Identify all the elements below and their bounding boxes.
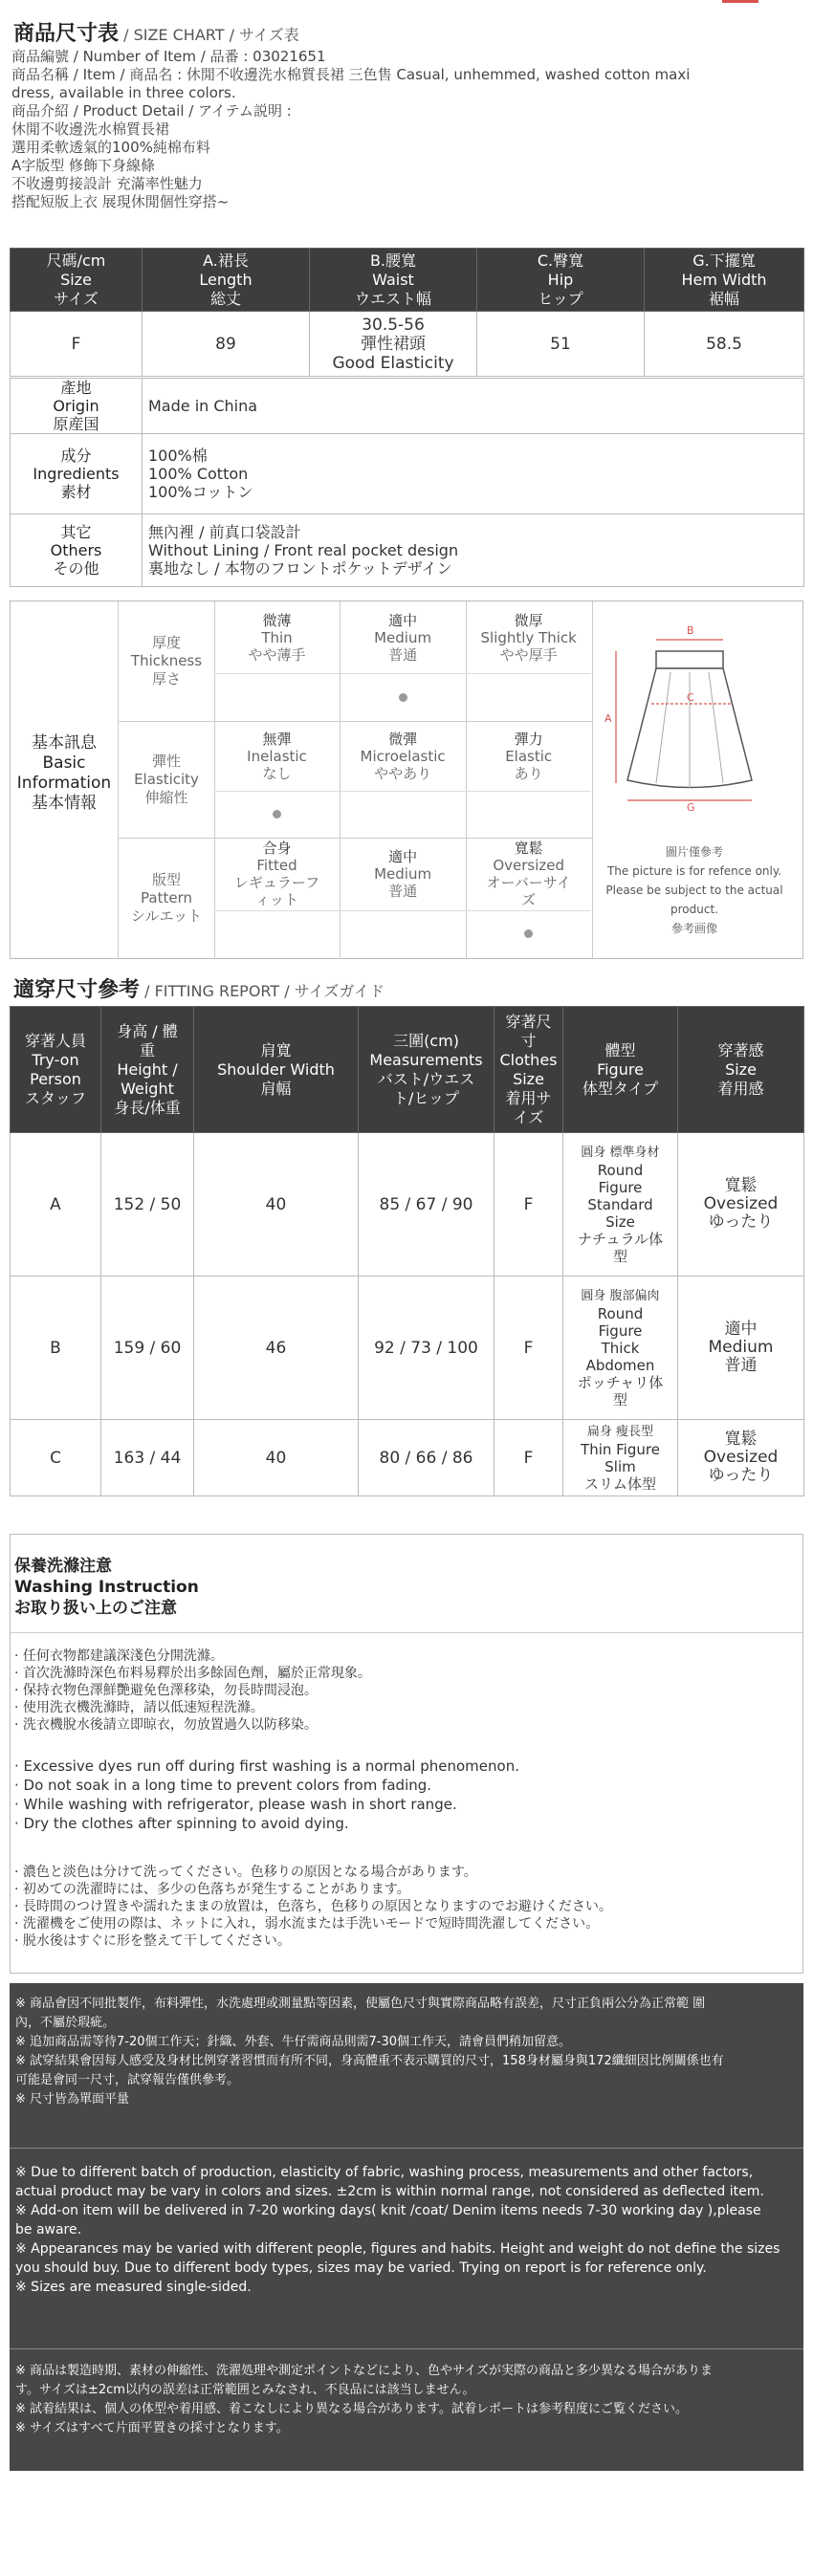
- fitting-header-cell: [494, 1007, 563, 1133]
- detail-label-text: その他: [53, 559, 99, 578]
- fitting-header-cell: [101, 1007, 194, 1133]
- figure-line: スリム体型: [583, 1474, 656, 1493]
- basic-option-mark-cell: [341, 791, 467, 838]
- feel-line: ゆったり: [708, 1212, 774, 1232]
- figure-line: 圓身 標準身材: [581, 1145, 660, 1160]
- note-line: ※ Sizes are measured single-sided.: [15, 2280, 252, 2295]
- caption-line: The picture is for refence only.: [606, 864, 782, 878]
- caption-line: 參考画像: [670, 922, 717, 935]
- waist-cell: [310, 312, 477, 377]
- figure-line: Figure: [598, 1321, 643, 1340]
- note-line: ※ 商品會因不同批製作，布料彈性，水洗處理或測量點等因素，使屬色尺寸與實際商品略有誤差，尺寸正負兩公分為正常範 圍: [15, 1997, 706, 2011]
- basic-option-text: 適中: [388, 847, 418, 865]
- header-text: 身長/体重: [114, 1098, 181, 1117]
- fitting-hw: 152 / 50: [101, 1133, 194, 1277]
- basic-option-text: Inelastic: [247, 747, 307, 765]
- basic-row-name-text: 厚度: [151, 634, 181, 651]
- basic-label-line: 基本訊息: [32, 733, 97, 753]
- wash-line: · 使用洗衣機洗滌時，請以低速短程洗滌。: [14, 1700, 264, 1715]
- title-zh: 商品尺寸表: [13, 22, 120, 46]
- size-header-cell: [477, 249, 645, 312]
- fitting-header-cell: [359, 1007, 494, 1133]
- basic-row: [119, 838, 592, 958]
- note-line: 內，不屬於瑕疵。: [15, 2016, 116, 2030]
- header-text: 尺碼/cm: [46, 251, 106, 270]
- basic-option-text: Medium: [374, 628, 432, 646]
- detail-value: [143, 379, 804, 434]
- basic-option-mark-cell: [214, 673, 341, 721]
- header-text: Height /: [117, 1059, 178, 1079]
- notes-ja: [15, 2362, 798, 2438]
- basic-option: [466, 601, 591, 674]
- basic-option-text: 無彈: [262, 730, 292, 748]
- detail-label-text: 產地: [60, 379, 92, 397]
- figure-line: Round: [597, 1304, 644, 1322]
- detail-label: [11, 514, 143, 587]
- figure-line: Size: [605, 1212, 635, 1231]
- basic-option: [466, 838, 591, 911]
- header-text: 穿著人員: [24, 1031, 86, 1050]
- details-table: [10, 378, 804, 587]
- fitting-meas: 80 / 66 / 86: [359, 1420, 494, 1496]
- basic-row-name-text: 厚さ: [151, 670, 181, 688]
- basic-row-name-text: 彈性: [151, 752, 181, 770]
- info-line: 商品編號 / Number of Item / 品番 : 03021651: [11, 48, 326, 65]
- info-line: 搭配短版上衣 展現休閒個性穿搭~: [11, 193, 230, 210]
- header-text: 穿著感: [717, 1040, 764, 1059]
- basic-option: [466, 721, 591, 792]
- basic-option-text: レギュラーフ: [233, 873, 320, 891]
- washing-section: [10, 1534, 803, 1974]
- info-line: dress, available in three colors.: [11, 84, 236, 101]
- basic-option-text: 寬鬆: [514, 839, 543, 857]
- detail-label-text: 原産国: [53, 415, 99, 433]
- fitting-header-cell: [678, 1007, 804, 1133]
- fitting-hw: 159 / 60: [101, 1277, 194, 1420]
- basic-option-text: Microelastic: [360, 747, 446, 765]
- figure-line: 扁身 瘦長型: [586, 1424, 654, 1439]
- basic-row-name-text: 版型: [151, 870, 181, 888]
- basic-option-text: なし: [262, 764, 292, 782]
- figure-line: 型: [612, 1390, 627, 1408]
- fitting-figure: [563, 1420, 678, 1496]
- feel-line: 適中: [724, 1320, 758, 1339]
- wash-title-line: 保養洗滌注意: [14, 1557, 112, 1576]
- label-g: G: [687, 801, 695, 814]
- note-line: ※ サイズはすべて片面平置きの採寸となります。: [15, 2421, 289, 2435]
- size-header-cell: [645, 249, 804, 312]
- fitting-row: [11, 1133, 804, 1277]
- wash-line: · 初めての洗濯時には、多少の色落ちが発生することがあります。: [14, 1882, 410, 1897]
- basic-option: [341, 601, 467, 674]
- label-c: C: [687, 691, 694, 704]
- wash-line: · 洗濯機をご使用の際は、ネットに入れ，弱水流または手洗いモードで短時間洗濯してください。: [14, 1916, 600, 1932]
- feel-line: Ovesized: [703, 1194, 779, 1213]
- note-line: ※ 商品は製造時期、素材の伸縮性、洗濯処理や測定ポイントなどにより、色やサイズが実際の商品と多少異なる場合がありま: [15, 2364, 713, 2378]
- fitting-meas: 85 / 67 / 90: [359, 1133, 494, 1277]
- detail-row: [11, 434, 804, 514]
- basic-option-text: Oversized: [493, 856, 565, 874]
- wash-line: · 脱水後はすぐに形を整えて干してください。: [14, 1933, 291, 1949]
- wash-line: · Excessive dyes run off during first washing is a normal phenomenon.: [14, 1757, 519, 1775]
- header-text: 穿著尺: [505, 1012, 552, 1031]
- detail-value: [143, 434, 804, 514]
- wash-line: · 長時間のつけ置きや濡れたままの放置は，色落ち，色移りの原因となりますのでお避けください。: [14, 1899, 612, 1914]
- fitting-row: [11, 1277, 804, 1420]
- header-text: B.腰寬: [369, 251, 417, 270]
- selected-dot: [273, 810, 281, 819]
- basic-option-text: Medium: [374, 864, 432, 883]
- header-text: バスト/ウエス: [377, 1069, 475, 1088]
- basic-option-text: Thin: [261, 628, 293, 646]
- detail-label-text: Ingredients: [33, 465, 120, 483]
- info-line: 商品介紹 / Product Detail / アイテム説明 :: [11, 102, 292, 120]
- fitting-meas: 92 / 73 / 100: [359, 1277, 494, 1420]
- detail-line: 100%棉: [148, 447, 208, 465]
- header-text: Figure: [597, 1059, 644, 1079]
- detail-label-text: 素材: [60, 483, 92, 501]
- detail-line: 100% Cotton: [148, 465, 249, 483]
- figure-line: Standard: [587, 1195, 653, 1213]
- feel-line: ゆったり: [708, 1466, 774, 1485]
- caption-line: Please be subject to the actual: [605, 884, 783, 897]
- size-table: [10, 248, 804, 377]
- figure-line: 圓身 腹部偏肉: [581, 1288, 660, 1303]
- note-line: 可能是會同一尺寸，試穿報告僅供參考。: [15, 2073, 240, 2087]
- note-line: ※ 試穿結果會因每人感受及身材比例穿著習慣而有所不同，身高體重不表示購買的尺寸，158身材屬身與172纖細因比例關係也有: [15, 2054, 724, 2068]
- header-text: Clothes: [499, 1050, 558, 1069]
- fitting-title-rest: / FITTING REPORT / サイズガイド: [144, 982, 385, 1000]
- label-b: B: [687, 624, 694, 637]
- caption-line: product.: [670, 903, 718, 916]
- basic-row-name-text: Elasticity: [134, 770, 199, 788]
- notes-section: [10, 1983, 803, 2471]
- note-line: ※ 試着結果は、個人の体型や着用感、着こなしにより異なる場合があります。試着レポートは参考程度にご覧ください。: [15, 2402, 688, 2416]
- wash-line: · Dry the clothes after spinning to avoid dying.: [14, 1815, 349, 1832]
- basic-option-text: 微薄: [262, 611, 292, 629]
- basic-option-text: やや薄手: [248, 645, 306, 664]
- washing-ja: [14, 1864, 799, 1950]
- header-text: Hem Width: [681, 270, 767, 289]
- label-a: A: [604, 712, 612, 725]
- basic-row-name-text: Thickness: [130, 652, 203, 669]
- detail-line: 100%コットン: [148, 483, 253, 501]
- size-header-cell: [11, 249, 143, 312]
- basic-option-text: 微厚: [514, 611, 543, 629]
- fitting-size: F: [494, 1277, 563, 1420]
- basic-row-name: [119, 601, 215, 721]
- detail-row: [11, 379, 804, 434]
- basic-option-text: 合身: [262, 839, 292, 857]
- fitting-feel: [678, 1420, 804, 1496]
- figure-line: ナチュラル体: [577, 1230, 664, 1248]
- basic-row-name-text: シルエット: [130, 906, 203, 925]
- basic-label-line: Information: [16, 774, 112, 793]
- header-text: Shoulder Width: [217, 1059, 335, 1079]
- basic-option-mark-cell: [466, 791, 591, 838]
- size-header-cell: [310, 249, 477, 312]
- basic-option-text: 普通: [388, 645, 418, 664]
- detail-row: [11, 514, 804, 587]
- fitting-row: [11, 1420, 804, 1496]
- header-text: Weight: [121, 1079, 174, 1098]
- info-line: 選用柔軟透氣的100%純棉布料: [11, 139, 210, 156]
- hip-cell: 51: [477, 312, 645, 377]
- header-text: Person: [30, 1069, 81, 1088]
- fitting-figure: [563, 1133, 678, 1277]
- header-text: ト/ヒップ: [393, 1088, 459, 1107]
- selected-dot: [524, 929, 533, 938]
- fitting-header-cell: [563, 1007, 678, 1133]
- fitting-title: [13, 973, 385, 1003]
- detail-label: [11, 379, 143, 434]
- title-rest: / SIZE CHART / サイズ表: [123, 26, 299, 44]
- basic-option-text: あり: [514, 764, 543, 782]
- basic-option-text: 適中: [388, 611, 418, 629]
- header-text: 肩幅: [260, 1079, 292, 1098]
- basic-option-text: やや厚手: [499, 645, 558, 664]
- basic-option-text: ややあり: [374, 764, 432, 782]
- info-line: 不收邊剪接設計 充滿率性魅力: [11, 175, 203, 192]
- figure-line: Abdomen: [585, 1356, 655, 1374]
- detail-line: Without Lining / Front real pocket design: [148, 541, 459, 559]
- figure-line: 型: [612, 1247, 627, 1265]
- waist-note: 彈性裙頭: [361, 334, 426, 354]
- waist-value: 30.5-56: [362, 315, 425, 335]
- header-text: 體型: [604, 1040, 636, 1059]
- notes-zh: [15, 1995, 798, 2109]
- header-text: Waist: [372, 270, 414, 289]
- header-text: サイズ: [54, 289, 99, 308]
- fitting-feel: [678, 1277, 804, 1420]
- info-line: 休閒不收邊洗水棉質長裙: [11, 120, 170, 138]
- header-text: 総丈: [209, 289, 241, 308]
- fitting-hw: 163 / 44: [101, 1420, 194, 1496]
- header-text: 寸: [520, 1031, 537, 1050]
- basic-option: [341, 721, 467, 792]
- header-text: 三圍(cm): [393, 1031, 459, 1050]
- basic-row-name: [119, 838, 215, 958]
- detail-label-text: 成分: [60, 447, 92, 465]
- header-text: Try-on: [32, 1050, 79, 1069]
- note-line: ※ Appearances may be varied with different people, figures and habits. Height and weight do not define the sizes: [15, 2241, 780, 2257]
- basic-option: [214, 601, 341, 674]
- figure-line: Thin Figure: [581, 1440, 660, 1458]
- header-text: 重: [139, 1040, 155, 1059]
- feel-line: Ovesized: [703, 1448, 779, 1467]
- size-header-cell: [143, 249, 310, 312]
- basic-option: [341, 838, 467, 911]
- header-text: Size: [60, 270, 92, 289]
- product-info: [11, 48, 805, 211]
- note-line: you should buy. Due to different body types, sizes may be varied. Trying on report is for reference only.: [15, 2260, 707, 2276]
- header-text: A.裙長: [203, 251, 249, 270]
- fitting-figure: [563, 1277, 678, 1420]
- fitting-person: A: [11, 1133, 101, 1277]
- detail-label-text: 其它: [60, 523, 92, 541]
- basic-label-line: Basic: [42, 753, 86, 773]
- basic-option-mark-cell: [341, 910, 467, 958]
- basic-row-name-text: 伸縮性: [144, 788, 188, 806]
- detail-line: 無內裡 / 前真口袋設計: [148, 523, 301, 541]
- figure-line: Round: [597, 1161, 644, 1179]
- basic-info-label: [11, 733, 118, 814]
- note-line: actual product may be vary in colors and sizes. ±2cm is within normal range, not considered as deflected item.: [15, 2184, 764, 2199]
- basic-option-text: ズ: [521, 890, 537, 908]
- header-text: 裾幅: [708, 289, 739, 308]
- basic-option-mark-cell: [214, 791, 341, 838]
- basic-option-text: Slightly Thick: [480, 628, 577, 646]
- info-line: 商品名稱 / Item / 商品名 : 休閒不收邊洗水棉質長裙 三色售 Casual, unhemmed, washed cotton maxi: [11, 66, 691, 83]
- wash-line: · 濃色と淡色は分けて洗ってください。色移りの原因となる場合があります。: [14, 1865, 477, 1880]
- header-text: スタッフ: [24, 1088, 86, 1107]
- basic-option-text: Fitted: [256, 856, 297, 874]
- fitting-size: F: [494, 1420, 563, 1496]
- figure-line: Figure: [598, 1178, 643, 1196]
- waist-note-en: Good Elasticity: [332, 353, 454, 373]
- fitting-header-cell: [11, 1007, 101, 1133]
- basic-option-text: 普通: [388, 882, 418, 900]
- wash-title-line: Washing Instruction: [14, 1578, 199, 1597]
- fitting-shoulder: 46: [194, 1277, 359, 1420]
- feel-line: 寬鬆: [724, 1430, 758, 1449]
- header-text: Measurements: [369, 1050, 483, 1069]
- detail-label: [11, 434, 143, 514]
- header-text: Size: [513, 1069, 544, 1088]
- washing-en: [14, 1757, 799, 1833]
- basic-option-mark-cell: [466, 673, 591, 721]
- fitting-feel: [678, 1133, 804, 1277]
- basic-row-name-text: Pattern: [141, 888, 192, 906]
- caption-line: 圖片僅參考: [665, 845, 723, 859]
- header-text: G.下擺寬: [692, 251, 756, 270]
- wash-line: · 洗衣機脫水後請立即晾衣，勿放置過久以防移染。: [14, 1717, 318, 1733]
- basic-info-section: [10, 600, 803, 959]
- basic-label-line: 基本情報: [32, 794, 97, 813]
- basic-option-text: 微彈: [388, 730, 418, 748]
- figure-line: ポッチャリ体: [577, 1373, 664, 1391]
- header-text: 身高 / 體: [117, 1021, 178, 1040]
- detail-line: Made in China: [148, 397, 258, 415]
- fitting-shoulder: 40: [194, 1420, 359, 1496]
- basic-row: [119, 721, 592, 839]
- header-text: Hip: [547, 270, 574, 289]
- info-line: A字版型 修飾下身線條: [11, 157, 156, 174]
- note-line: ※ 尺寸皆為單面平量: [15, 2092, 130, 2107]
- length-cell: 89: [143, 312, 310, 377]
- skirt-diagram: [599, 613, 790, 814]
- basic-option: [214, 721, 341, 792]
- note-line: ※ Due to different batch of production, elasticity of fabric, washing process, measurements and other factors,: [15, 2165, 754, 2180]
- figure-line: Slim: [604, 1457, 636, 1475]
- wash-line: · 任何衣物都建議深淺色分開洗滌。: [14, 1648, 224, 1664]
- header-text: 着用サ: [505, 1088, 552, 1107]
- feel-line: Medium: [708, 1338, 774, 1357]
- basic-row-name: [119, 721, 215, 838]
- detail-value: [143, 514, 804, 587]
- wash-line: · 保持衣物色澤鮮艷避免色澤移染，勿長時間浸泡。: [14, 1683, 318, 1698]
- header-text: 体型タイプ: [582, 1079, 659, 1098]
- fitting-person: B: [11, 1277, 101, 1420]
- fitting-title-zh: 適穿尺寸參考: [13, 978, 141, 1002]
- notes-en: [15, 2163, 798, 2297]
- accent-line: [722, 0, 758, 3]
- header-text: ウエスト幅: [354, 289, 431, 308]
- header-text: 着用感: [717, 1079, 764, 1098]
- selected-dot: [399, 693, 407, 702]
- note-line: ※ Add-on item will be delivered in 7-20 working days( knit /coat/ Denim items needs 7-30 working day ),please: [15, 2203, 761, 2218]
- skirt-waistband: [656, 651, 723, 668]
- wash-line: · Do not soak in a long time to prevent colors from fading.: [14, 1777, 432, 1794]
- fitting-person: C: [11, 1420, 101, 1496]
- header-text: ヒップ: [538, 289, 583, 308]
- basic-row: [119, 601, 592, 722]
- note-line: be aware.: [15, 2222, 82, 2238]
- basic-option-text: Elastic: [505, 747, 553, 765]
- note-line: ※ 追加商品需等待7-20個工作天；針織、外套、牛仔需商品則需7-30個工作天，請會員們稍加留意。: [15, 2035, 572, 2049]
- header-text: Length: [199, 270, 253, 289]
- fitting-size: F: [494, 1133, 563, 1277]
- figure-line: Thick: [601, 1339, 640, 1357]
- basic-option-text: ィット: [254, 890, 298, 908]
- fitting-header-cell: [194, 1007, 359, 1133]
- size-cell: F: [11, 312, 143, 377]
- basic-option-mark-cell: [466, 910, 591, 958]
- detail-line: 裏地なし / 本物のフロントポケットデザイン: [148, 559, 452, 578]
- detail-label-text: Others: [50, 541, 102, 559]
- header-text: Size: [725, 1059, 757, 1079]
- fitting-table: [10, 1006, 804, 1496]
- hem-cell: 58.5: [645, 312, 804, 377]
- header-text: イズ: [513, 1107, 544, 1126]
- detail-label-text: Origin: [53, 397, 99, 415]
- wash-title-line: お取り扱い上のご注意: [14, 1599, 177, 1618]
- header-text: 肩寬: [260, 1040, 292, 1059]
- washing-zh: [14, 1648, 799, 1734]
- header-text: C.臀寬: [537, 251, 584, 270]
- basic-option-mark-cell: [341, 673, 467, 721]
- basic-option-text: オーバーサイ: [486, 873, 571, 891]
- basic-option-text: 彈力: [514, 730, 543, 748]
- fitting-shoulder: 40: [194, 1133, 359, 1277]
- washing-title: [14, 1556, 199, 1619]
- wash-line: · While washing with refrigerator, please wash in short range.: [14, 1796, 457, 1813]
- feel-line: 寬鬆: [724, 1176, 758, 1195]
- wash-line: · 首次洗滌時深色布料易釋於出多餘固色劑，屬於正常現象。: [14, 1666, 371, 1681]
- basic-option-mark-cell: [214, 910, 341, 958]
- note-line: す。サイズは±2cm以内の誤差は正常範囲とみなされ、不良品には該当しません。: [15, 2383, 475, 2397]
- figure-caption: [594, 842, 795, 938]
- size-chart-title: [13, 17, 299, 47]
- basic-option: [214, 838, 341, 911]
- feel-line: 普通: [724, 1356, 758, 1375]
